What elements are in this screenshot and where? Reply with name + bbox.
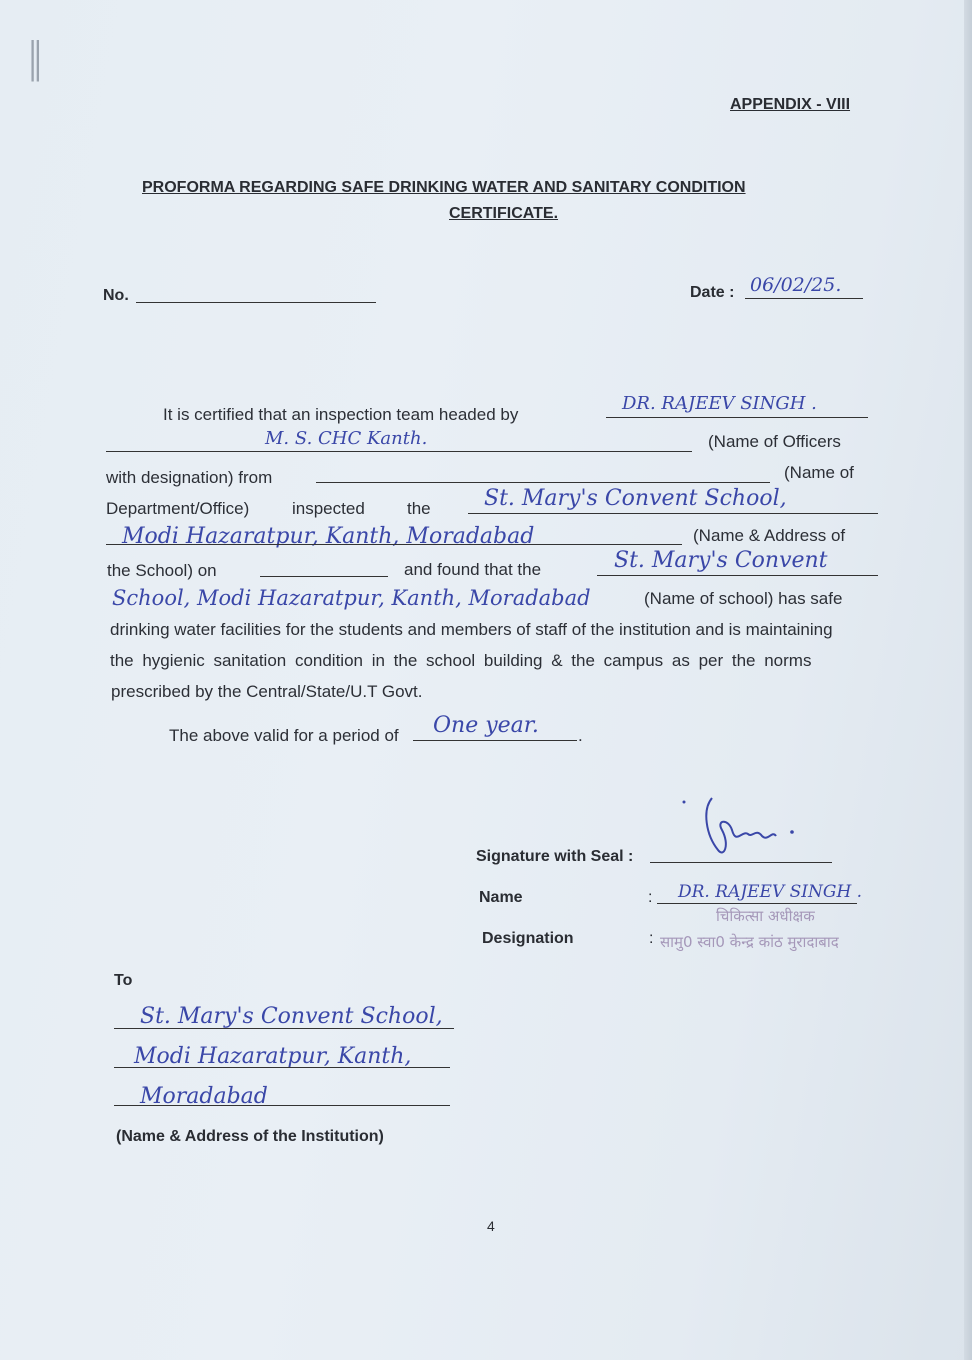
institution-label: (Name & Address of the Institution) xyxy=(116,1128,384,1145)
name-line xyxy=(657,903,857,904)
title-line-1: PROFORMA REGARDING SAFE DRINKING WATER AND SANITARY CONDITION xyxy=(142,179,746,196)
name-label: Name xyxy=(479,889,523,906)
name-of-school-tail: (Name of school) has safe xyxy=(644,589,843,608)
validity-tail: . xyxy=(578,726,583,745)
validity-line xyxy=(413,740,577,741)
no-line xyxy=(136,302,376,303)
name-of-officers: (Name of Officers xyxy=(708,432,841,451)
appendix-label: APPENDIX - VIII xyxy=(730,96,851,113)
to-line-1: St. Mary's Convent School, xyxy=(140,1004,443,1029)
side-mark: || xyxy=(28,31,39,82)
signature-mark xyxy=(672,790,812,870)
school2-line-1-rule xyxy=(597,575,878,576)
inspected-word: inspected xyxy=(292,499,365,518)
validity-label: The above valid for a period of xyxy=(169,726,399,745)
department-line xyxy=(316,482,770,483)
officer-name: DR. RAJEEV SINGH . xyxy=(622,393,817,414)
to-line-3: Moradabad xyxy=(140,1084,268,1109)
name-address-of: (Name & Address of xyxy=(693,526,846,545)
stamp-line-2: सामु0 स्वा0 केन्द्र कांठ मुरादाबाद xyxy=(660,933,839,951)
school-name-line-2: Modi Hazaratpur, Kanth, Moradabad xyxy=(122,524,535,549)
and-found: and found that the xyxy=(404,560,542,579)
date-value: 06/02/25. xyxy=(750,274,842,296)
para-line-a: drinking water facilities for the students and members of staff of the institution and is maintaining xyxy=(110,620,833,639)
school2-line-2: School, Modi Hazaratpur, Kanth, Moradabad xyxy=(112,586,591,610)
page-number: 4 xyxy=(487,1218,495,1234)
the-word: the xyxy=(407,499,431,518)
to-rule-2 xyxy=(114,1067,450,1068)
to-line-2: Modi Hazaratpur, Kanth, xyxy=(134,1044,412,1069)
designation-colon: : xyxy=(649,930,654,947)
date-label: Date : xyxy=(690,284,735,301)
inspection-date-line xyxy=(260,576,388,577)
the-school-on: the School) on xyxy=(107,561,217,580)
para-line-c: prescribed by the Central/State/U.T Govt. xyxy=(111,682,423,701)
stamp-line-1: चिकित्सा अधीक्षक xyxy=(716,907,815,925)
designation-label: Designation xyxy=(482,930,574,947)
validity-value: One year. xyxy=(433,713,539,738)
officer-office-line xyxy=(106,451,692,452)
dept-office: Department/Office) xyxy=(106,499,250,518)
name-of: (Name of xyxy=(784,463,854,482)
signature-label: Signature with Seal : xyxy=(476,848,634,865)
para-line-b: the hygienic sanitation condition in the school building & the campus as per the norms xyxy=(110,651,812,670)
school-line-1-rule xyxy=(468,513,878,514)
to-rule-1 xyxy=(114,1028,454,1029)
to-label: To xyxy=(114,972,133,989)
school2-line-1: St. Mary's Convent xyxy=(614,548,828,573)
name-colon: : xyxy=(648,889,653,906)
officer-office: M. S. CHC Kanth. xyxy=(265,428,428,449)
page-edge xyxy=(964,0,972,1360)
to-rule-3 xyxy=(114,1105,450,1106)
no-label: No. xyxy=(103,287,129,304)
school-name-line-1: St. Mary's Convent School, xyxy=(484,486,787,511)
school-line-2-rule xyxy=(106,544,682,545)
name-value: DR. RAJEEV SINGH . xyxy=(678,882,863,902)
para-line-1: It is certified that an inspection team headed by xyxy=(163,405,519,424)
date-line xyxy=(745,298,863,299)
title-line-2: CERTIFICATE. xyxy=(449,205,559,222)
with-designation: with designation) from xyxy=(106,468,273,487)
officer-line xyxy=(606,417,868,418)
